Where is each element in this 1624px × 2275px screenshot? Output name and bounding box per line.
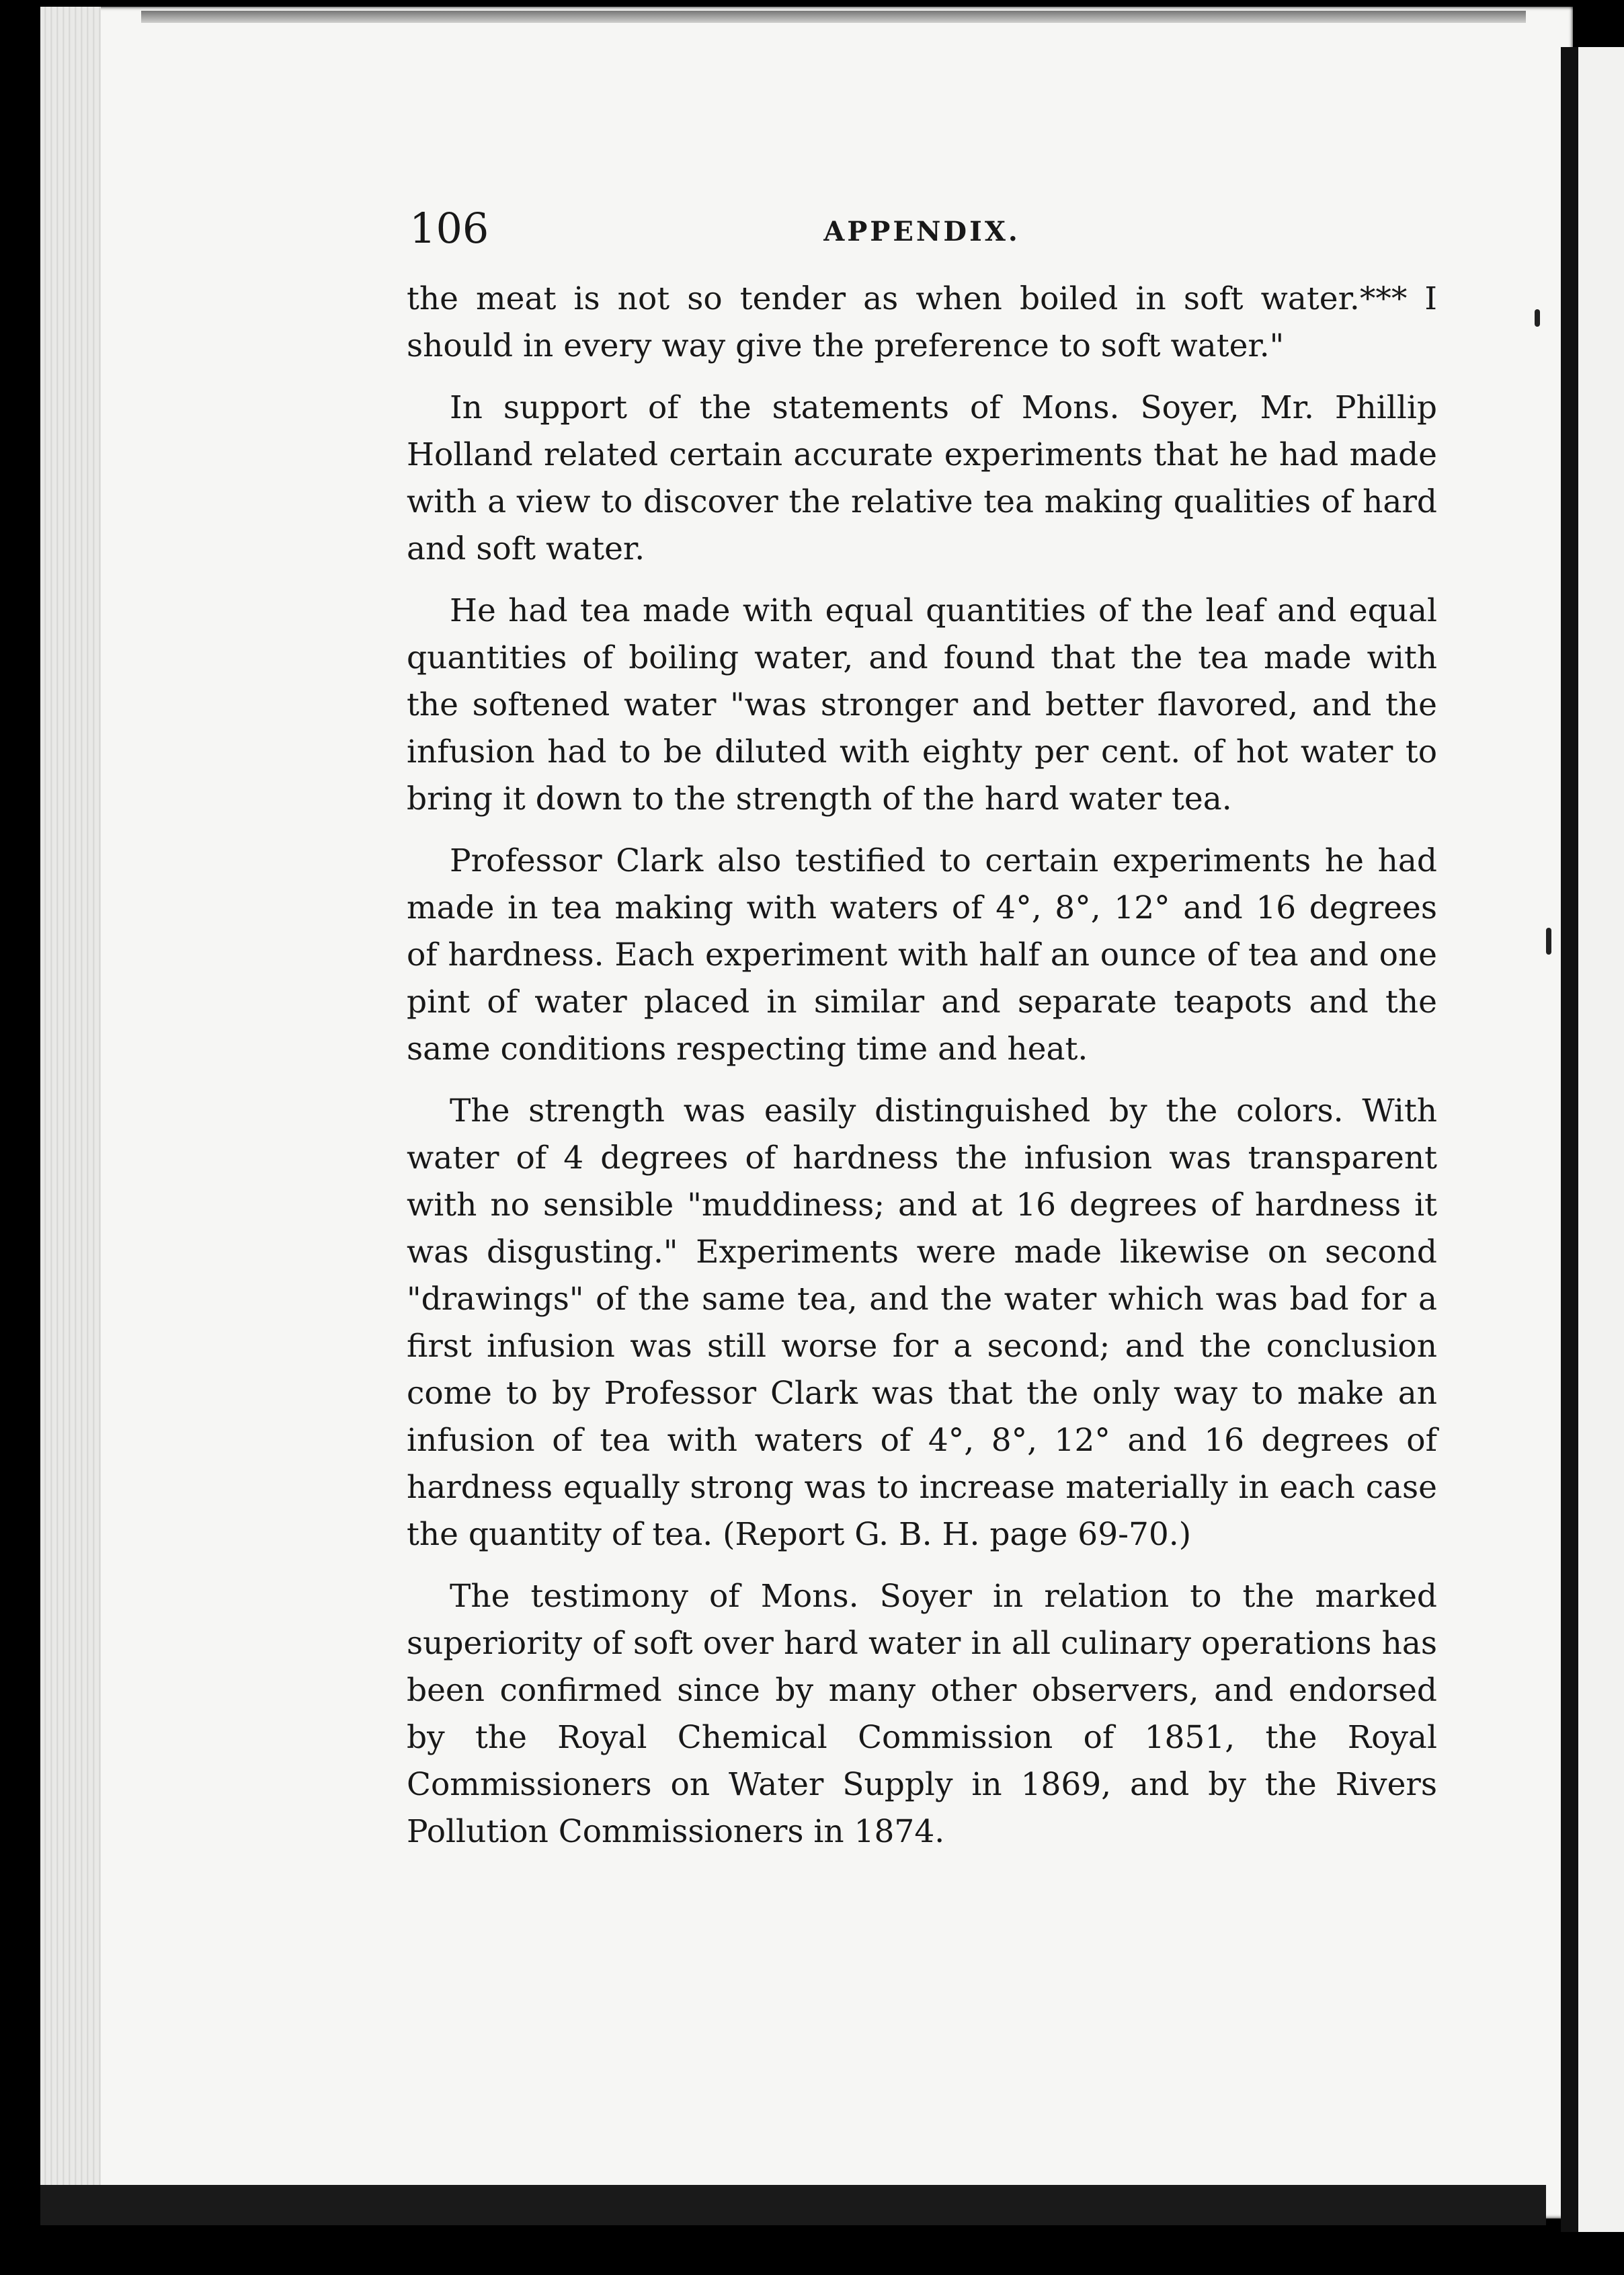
ink-fleck [1546, 928, 1551, 955]
page-content [407, 202, 1437, 1870]
paragraph-3: He had tea made with equal quantities of the leaf and equal quantities of boiling water, and found that the tea made with the softened water "was stronger and better flavored, and the infusion had to be diluted with eighty per cent. of hot water to bring it down to the strength of the hard water tea. [407, 592, 1437, 817]
paragraph-5: The strength was easily distinguished by the colors. With water of 4 degrees of hardness the infusion was transparent with no sensible "muddiness; and at 16 degrees of hardness it was disgusting." Experiments were made likewise on second "drawings" of the same tea, and the water which was bad for a first infusion was still worse for a second; and the conclusion come to by Professor Clark was that the only way to make an infusion of tea with waters of 4°, 8°, 12° and 16 degrees of hardness equally strong was to increase materially in each case the quantity of tea. (Report G. B. H. page 69-70.) [407, 1092, 1437, 1553]
page-header [407, 202, 1437, 276]
paragraph-6: The testimony of Mons. Soyer in relation to the marked superiority of soft over hard water in all culinary operations has been confirmed since by many other observers, and endorsed by the Royal Chemical Commission of 1851, the Royal Commissioners on Water Supply in 1869, and by the Rivers Pollution Commissioners in 1874. [407, 1578, 1437, 1850]
binding-line [1561, 47, 1578, 2232]
paragraph-2: In support of the statements of Mons. Soyer, Mr. Phillip Holland related certain accurate experiments that he had made with a view to discover the relative tea making qualities of hard and soft water. [407, 389, 1437, 567]
running-head: APPENDIX. [823, 216, 1020, 247]
page-number: 106 [409, 204, 489, 253]
paragraph-1: the meat is not so tender as when boiled in soft water.*** I should in every way give the preference to soft water." [407, 280, 1437, 364]
paragraph-4: Professor Clark also testified to certain experiments he had made in tea making with waters of 4°, 8°, 12° and 16 degrees of hardness. Each experiment with half an ounce of tea and one pint of water placed in similar and separate teapots and the same conditions respecting time and heat. [407, 842, 1437, 1068]
ink-fleck [1535, 309, 1540, 327]
page-edges [40, 7, 101, 2219]
bottom-edge [40, 2185, 1546, 2225]
facing-page-strip [1578, 47, 1624, 2232]
top-edge [141, 11, 1526, 23]
